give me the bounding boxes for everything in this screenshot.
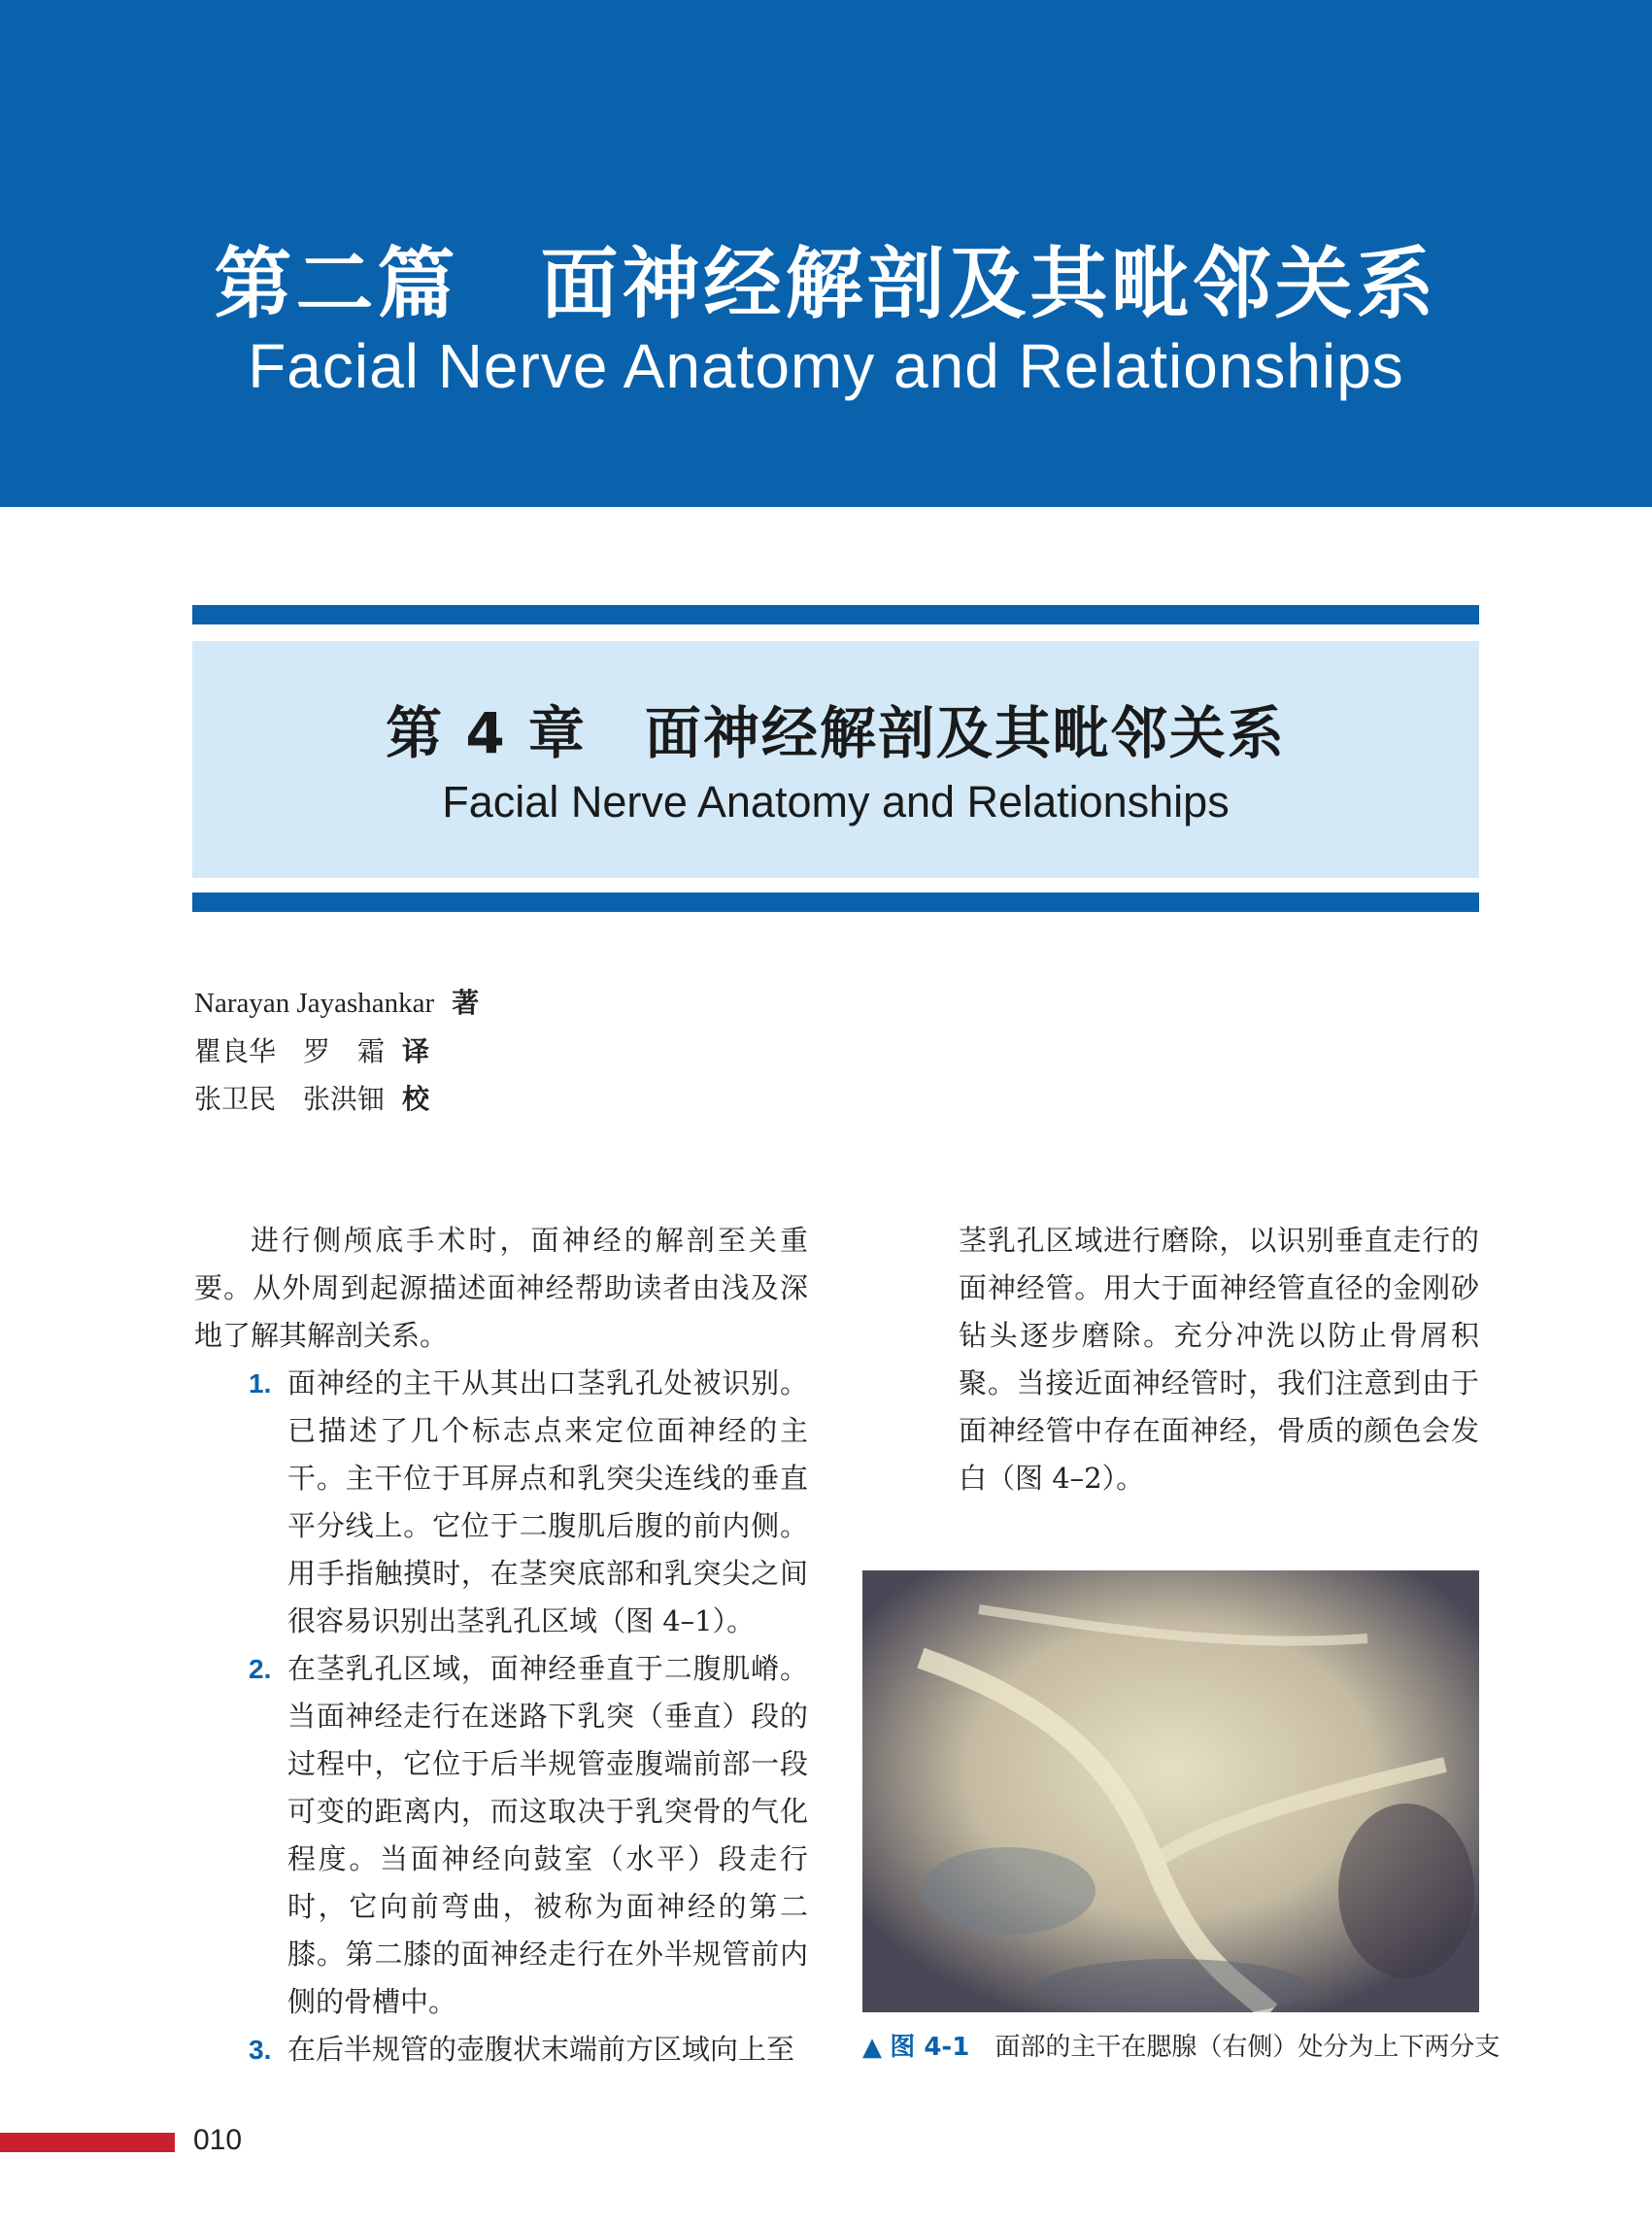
chapter-header: [192, 641, 1479, 878]
numbered-list: [194, 1360, 808, 2073]
list-item-number: 2.: [249, 1654, 272, 1684]
body-left-column: [194, 1217, 808, 2073]
list-item: [194, 1360, 808, 1645]
part-banner: [0, 0, 1652, 507]
credit-role: 著: [452, 987, 480, 1019]
list-item-number: 3.: [249, 2035, 272, 2065]
credit-reviewers: [194, 1075, 479, 1123]
credit-role: 译: [402, 1035, 430, 1067]
figure-caption-text: 面部的主干在腮腺（右侧）处分为上下两分支: [995, 2033, 1500, 2062]
list-item: [194, 2026, 808, 2073]
figure-photo: [862, 1570, 1479, 2012]
list-item: [194, 1645, 808, 2026]
chapter-title: 第 4 章 面神经解剖及其毗邻关系: [386, 700, 1286, 766]
part-title: 第二篇 面神经解剖及其毗邻关系: [214, 239, 1438, 329]
chapter-subtitle: Facial Nerve Anatomy and Relationships: [442, 777, 1230, 826]
intro-paragraph: 进行侧颅底手术时，面神经的解剖至关重要。从外周到起源描述面神经帮助读者由浅及深地了解其解剖关系。: [194, 1224, 808, 1352]
credit-names: Narayan Jayashankar: [194, 988, 435, 1019]
list-item-number: 1.: [249, 1368, 272, 1399]
credit-translators: [194, 1028, 479, 1075]
figure-caption: [862, 2027, 1500, 2063]
list-item-text: 在后半规管的壶腹状末端前方区域向上至: [287, 2033, 795, 2066]
footer-bar: [0, 2133, 175, 2152]
part-subtitle: Facial Nerve Anatomy and Relationships: [248, 331, 1404, 401]
figure-label: 图 4-1: [890, 2033, 970, 2062]
credit-names: 张卫民 张洪钿: [194, 1083, 386, 1115]
surgical-photo-image: [862, 1570, 1479, 2012]
triangle-icon: ▲: [862, 2033, 891, 2062]
chapter-bottom-rule: [192, 893, 1479, 912]
credits: [194, 979, 479, 1123]
body-right-column: [959, 1217, 1479, 1502]
chapter-top-rule: [192, 605, 1479, 624]
list-item-text: 面神经的主干从其出口茎乳孔处被识别。已描述了几个标志点来定位面神经的主干。主干位于耳屏点和乳突尖连线的垂直平分线上。它位于二腹肌后腹的前内侧。用手指触摸时，在茎突底部和乳突尖之间很容易识别出茎乳孔区域（图 4–1）。: [287, 1366, 808, 1637]
credit-author: [194, 979, 479, 1028]
credit-names: 瞿良华 罗 霜: [194, 1035, 386, 1067]
right-paragraph: 茎乳孔区域进行磨除，以识别垂直走行的面神经管。用大于面神经管直径的金刚砂钻头逐步磨除。充分冲洗以防止骨屑积聚。当接近面神经管时，我们注意到由于面神经管中存在面神经，骨质的颜色会发白（图 4–2）。: [959, 1224, 1479, 1495]
list-item-text: 在茎乳孔区域，面神经垂直于二腹肌嵴。当面神经走行在迷路下乳突（垂直）段的过程中，它位于后半规管壶腹端前部一段可变的距离内，而这取决于乳突骨的气化程度。当面神经向鼓室（水平）段走行时，它向前弯曲，被称为面神经的第二膝。第二膝的面神经走行在外半规管前内侧的骨槽中。: [287, 1652, 808, 2018]
page-number: 010: [193, 2124, 243, 2156]
credit-role: 校: [402, 1083, 430, 1115]
